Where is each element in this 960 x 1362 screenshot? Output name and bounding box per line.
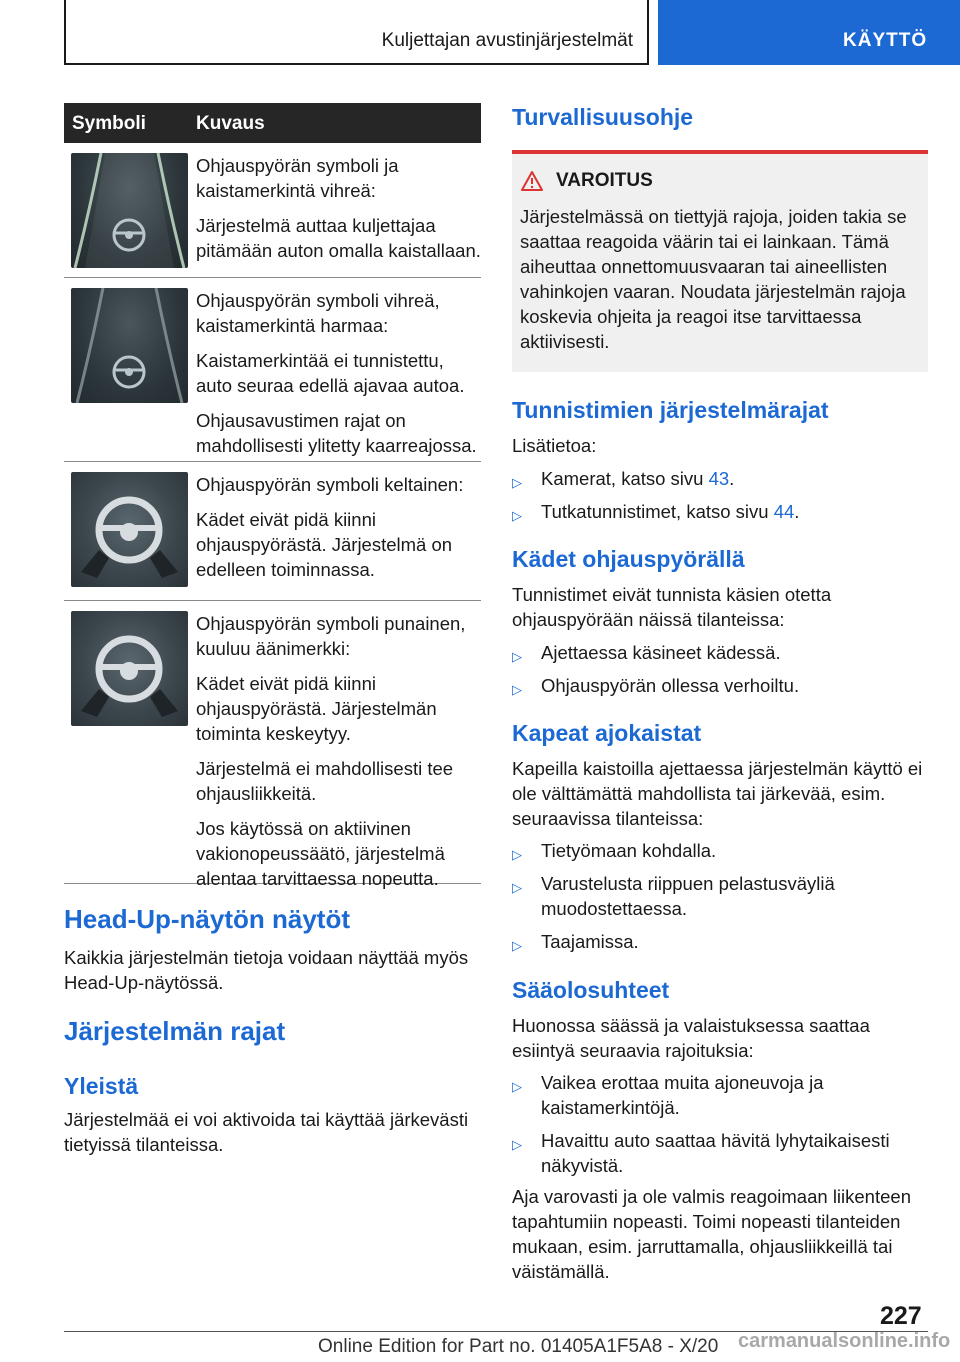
row-text: Ohjausavustimen rajat on mahdollisesti ylitetty kaarreajossa.	[196, 410, 477, 456]
list-item-text: Kamerat, katso sivu	[541, 468, 709, 489]
weather-intro: Huonossa säässä ja valaistuksessa saattaa esiintyä seuraavia rajoituksia:	[512, 1015, 870, 1061]
warning-label: VAROITUS	[556, 170, 653, 191]
table-row	[64, 462, 481, 601]
page-link-43[interactable]: 43	[708, 468, 730, 489]
table-row	[64, 143, 481, 278]
list-item-text: Tietyömaan kohdalla.	[541, 840, 717, 861]
list-item-text: Ohjauspyörän ollessa verhoiltu.	[541, 675, 800, 696]
row-description	[196, 601, 481, 903]
list-item	[512, 929, 928, 954]
general-heading: Yleistä	[64, 1073, 139, 1099]
row-text: Ohjauspyörän symboli vihreä, kaistamerkintä harmaa:	[196, 290, 440, 336]
hud-text: Kaikkia järjestelmän tietoja voidaan näyttää myös Head-Up-näytössä.	[64, 947, 469, 993]
list-item	[512, 871, 928, 921]
bullet-triangle-icon: ▷	[512, 682, 522, 697]
row-text: Kädet eivät pidä kiinni ohjauspyörästä. Järjestelmä on edelleen toiminnassa.	[196, 509, 453, 580]
hands-heading: Kädet ohjauspyörällä	[512, 546, 745, 572]
steering-hands-red-icon	[71, 611, 188, 726]
steering-hands-yellow-icon	[71, 472, 188, 587]
steering-lane-green-icon	[71, 153, 188, 268]
table-header	[64, 103, 481, 143]
row-text: Järjestelmä auttaa kuljettajaa pitämään auton omalla kaistallaan.	[196, 215, 481, 261]
column-header-symbol: Symboli	[72, 113, 146, 134]
watermark: carmanualsonline.info	[738, 1330, 951, 1352]
row-text: Ohjauspyörän symboli ja kaistamerkintä vihreä:	[196, 155, 399, 201]
safety-heading: Turvallisuusohje	[512, 104, 694, 130]
bullet-triangle-icon: ▷	[512, 1137, 522, 1152]
bullet-triangle-icon: ▷	[512, 938, 522, 953]
chapter-tab-label: KÄYTTÖ	[843, 30, 928, 51]
list-item-text: Vaikea erottaa muita ajoneuvoja ja kaistamerkintöjä.	[541, 1072, 824, 1118]
table-row	[64, 601, 481, 889]
row-text: Ohjauspyörän symboli keltainen:	[196, 474, 464, 495]
table-row	[64, 278, 481, 462]
list-item: ▷ Tutkatunnistimet, katso sivu 44.	[512, 499, 928, 524]
limits-heading: Järjestelmän rajat	[64, 1016, 286, 1046]
row-description	[196, 462, 481, 594]
list-item-text: Tutkatunnistimet, katso sivu	[541, 501, 774, 522]
list-item	[512, 838, 928, 863]
sensor-intro: Lisätietoa:	[512, 435, 597, 456]
sensor-list	[512, 466, 928, 532]
closing-text: Aja varovasti ja ole valmis reagoimaan liikenteen tapahtumiin nopeasti. Toimi nopeasti tilanteiden mukaan, esim. jarruttamalla, ohjausliikkeillä tai väistämällä.	[512, 1186, 911, 1282]
warning-head	[520, 170, 653, 192]
hands-list	[512, 640, 928, 706]
warning-box	[512, 150, 928, 372]
bullet-triangle-icon: ▷	[512, 475, 522, 490]
weather-heading: Sääolosuhteet	[512, 977, 670, 1003]
list-item-text: Ajettaessa käsineet kädessä.	[541, 642, 781, 663]
list-item-text: Varustelusta riippuen pelastusväyliä muodostettaessa.	[541, 873, 835, 919]
row-text: Kädet eivät pidä kiinni ohjauspyörästä. Järjestelmän toiminta keskeytyy.	[196, 673, 437, 744]
weather-list	[512, 1070, 928, 1186]
warning-triangle-icon	[520, 170, 544, 192]
list-item: ▷ Kamerat, katso sivu 43.	[512, 466, 928, 491]
hands-intro: Tunnistimet eivät tunnista käsien otetta ohjauspyörään näissä tilanteissa:	[512, 584, 832, 630]
bullet-triangle-icon: ▷	[512, 880, 522, 895]
page-number: 227	[880, 1302, 922, 1330]
list-item	[512, 640, 928, 665]
lanes-heading: Kapeat ajokaistat	[512, 720, 702, 746]
warning-text: Järjestelmässä on tiettyjä rajoja, joiden takia se saattaa reagoida väärin tai ei lainkaan. Tämä aiheuttaa onnettomuusvaaran tai aineellisten vahinkojen vaaran. Noudata järjestelmän rajoja koskevia ohjeita ja reagoi itse tarvittaessa aktiivisesti.	[520, 206, 907, 352]
row-description	[196, 143, 481, 275]
row-text: Kaistamerkintää ei tunnistettu, auto seuraa edellä ajavaa autoa.	[196, 350, 465, 396]
header-section-box	[64, 0, 649, 65]
steering-lane-grey-icon	[71, 288, 188, 403]
row-text: Jos käytössä on aktiivinen vakionopeussäätö, järjestelmä alentaa tarvittaessa nopeutta.	[196, 818, 445, 889]
bullet-triangle-icon: ▷	[512, 1079, 522, 1094]
list-item	[512, 673, 928, 698]
list-item	[512, 1070, 928, 1120]
hud-heading: Head-Up-näytön näytöt	[64, 904, 350, 934]
section-title: Kuljettajan avustinjärjestelmät	[381, 30, 633, 51]
sensor-heading: Tunnistimien järjestelmärajat	[512, 397, 829, 423]
list-item-text: Taajamissa.	[541, 931, 639, 952]
column-header-description: Kuvaus	[196, 113, 265, 134]
page-link-44[interactable]: 44	[773, 501, 795, 522]
row-text: Ohjauspyörän symboli punainen, kuuluu äänimerkki:	[196, 613, 466, 659]
footer-edition: Online Edition for Part no. 01405A1F5A8 - X/20	[318, 1336, 719, 1357]
bullet-triangle-icon: ▷	[512, 649, 522, 664]
list-item-text: Havaittu auto saattaa hävitä lyhytaikaisesti näkyvistä.	[541, 1130, 890, 1176]
bullet-triangle-icon: ▷	[512, 508, 522, 523]
list-item	[512, 1128, 928, 1178]
lanes-intro: Kapeilla kaistoilla ajettaessa järjestelmän käyttö ei ole välttämättä mahdollista tai järkevää, esim. seuraavissa tilanteissa:	[512, 758, 923, 829]
symbol-table	[64, 103, 481, 889]
row-text: Järjestelmä ei mahdollisesti tee ohjausliikkeitä.	[196, 758, 454, 804]
lanes-list	[512, 838, 928, 962]
bullet-triangle-icon: ▷	[512, 847, 522, 862]
row-description	[196, 278, 481, 470]
general-text: Järjestelmää ei voi aktivoida tai käyttää järkevästi tietyissä tilanteissa.	[64, 1109, 469, 1155]
